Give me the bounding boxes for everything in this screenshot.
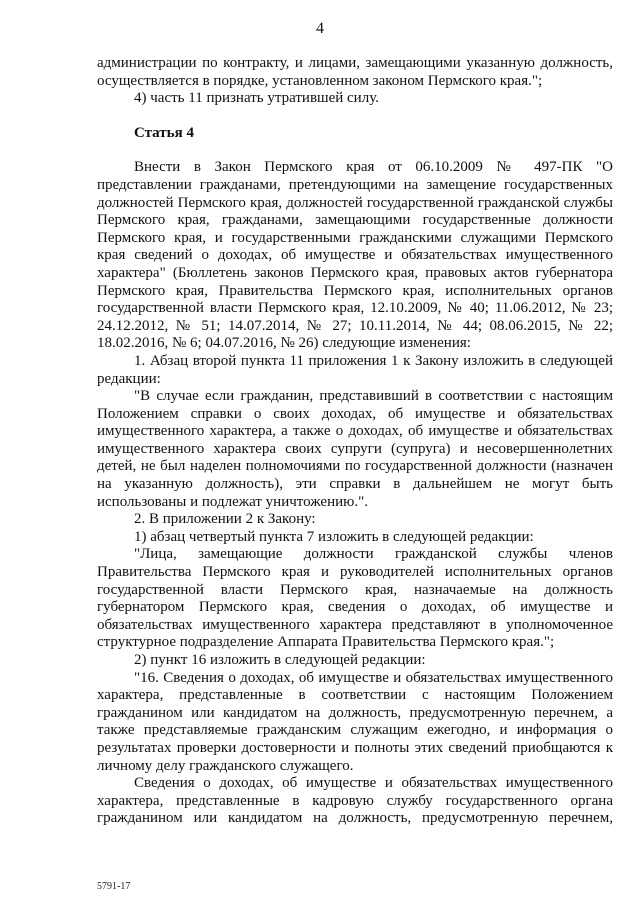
amendment-2-1-text: "Лица, замещающие должности гражданской службы членов Правительства Пермского края и руководителей исполнительных органов государственной власти Пермского края, назначаемые на должность губернатором Пермского края, сведения о доходах, об имуществе и обязательствах имущественного характера представляют в уполномоченное структурное подразделение Аппарата Правительства Пермского края.";	[97, 546, 613, 651]
amendment-2-2-text-continued: Сведения о доходах, об имуществе и обязательствах имущественного характера, представленные в кадровую службу государственного органа гражданином или кандидатом на должность, предусмотренную перечнем,	[97, 775, 613, 827]
amendment-2-1-paragraph: 1) абзац четвертый пункта 7 изложить в следующей редакции:	[134, 528, 534, 545]
amendment-2-paragraph: 2. В приложении 2 к Закону:	[134, 511, 316, 528]
document-body	[97, 55, 613, 828]
article-title: Статья 4	[134, 124, 194, 141]
amendment-1-text: "В случае если гражданин, представивший в соответствии с настоящим Положением справки о своих доходах, об имуществе и обязательствах имущественного характера, а также о доходах, об имуществе и обязательствах имущественного характера своих супруги (супруга) и несовершеннолетних детей, не был наделен полномочиями по государственной должности (назначен на указанную должность), эти справки в дальнейшем не могут быть использованы и подлежат уничтожению.".	[97, 388, 613, 510]
paragraph-item-4: 4) часть 11 признать утратившей силу.	[134, 90, 379, 107]
amendment-2-2-text: "16. Сведения о доходах, об имуществе и обязательствах имущественного характера, представленные в соответствии с настоящим Положением гражданином или кандидатом на должность, предусмотренную перечнем, а также представляемые гражданским служащим ежегодно, и информация о результатах проверки достоверности и полноты этих сведений приобщаются к личному делу гражданского служащего.	[97, 669, 613, 774]
article-intro-paragraph: Внести в Закон Пермского края от 06.10.2009 № 497-ПК "О представлении гражданами, претендующими на замещение государственных должностей Пермского края, должностей государственной гражданской службы Пермского края, гражданами, замещающими государственные должности Пермского края, и государственными гражданскими служащими Пермского края сведений о доходах, об имуществе и обязательствах имущественного характера" (Бюллетень законов Пермского края, правовых актов губернатора Пермского края, Правительства Пермского края, исполнительных органов государственной власти Пермского края, 12.10.2009, № 40; 11.06.2012, № 23; 24.12.2012, № 51; 14.07.2014, № 27; 10.11.2014, № 44; 08.06.2015, № 22; 18.02.2016, № 6; 04.07.2016, № 26) следующие изменения:	[97, 159, 613, 352]
paragraph-continuation: администрации по контракту, и лицами, замещающими указанную должность, осуществляется в порядке, установленном законом Пермского края.";	[97, 55, 613, 89]
amendment-1-paragraph: 1. Абзац второй пункта 11 приложения 1 к Закону изложить в следующей редакции:	[97, 352, 613, 387]
page-number: 4	[316, 20, 324, 37]
amendment-2-2-paragraph: 2) пункт 16 изложить в следующей редакции:	[134, 652, 426, 668]
footer-code: 5791-17	[97, 881, 131, 892]
